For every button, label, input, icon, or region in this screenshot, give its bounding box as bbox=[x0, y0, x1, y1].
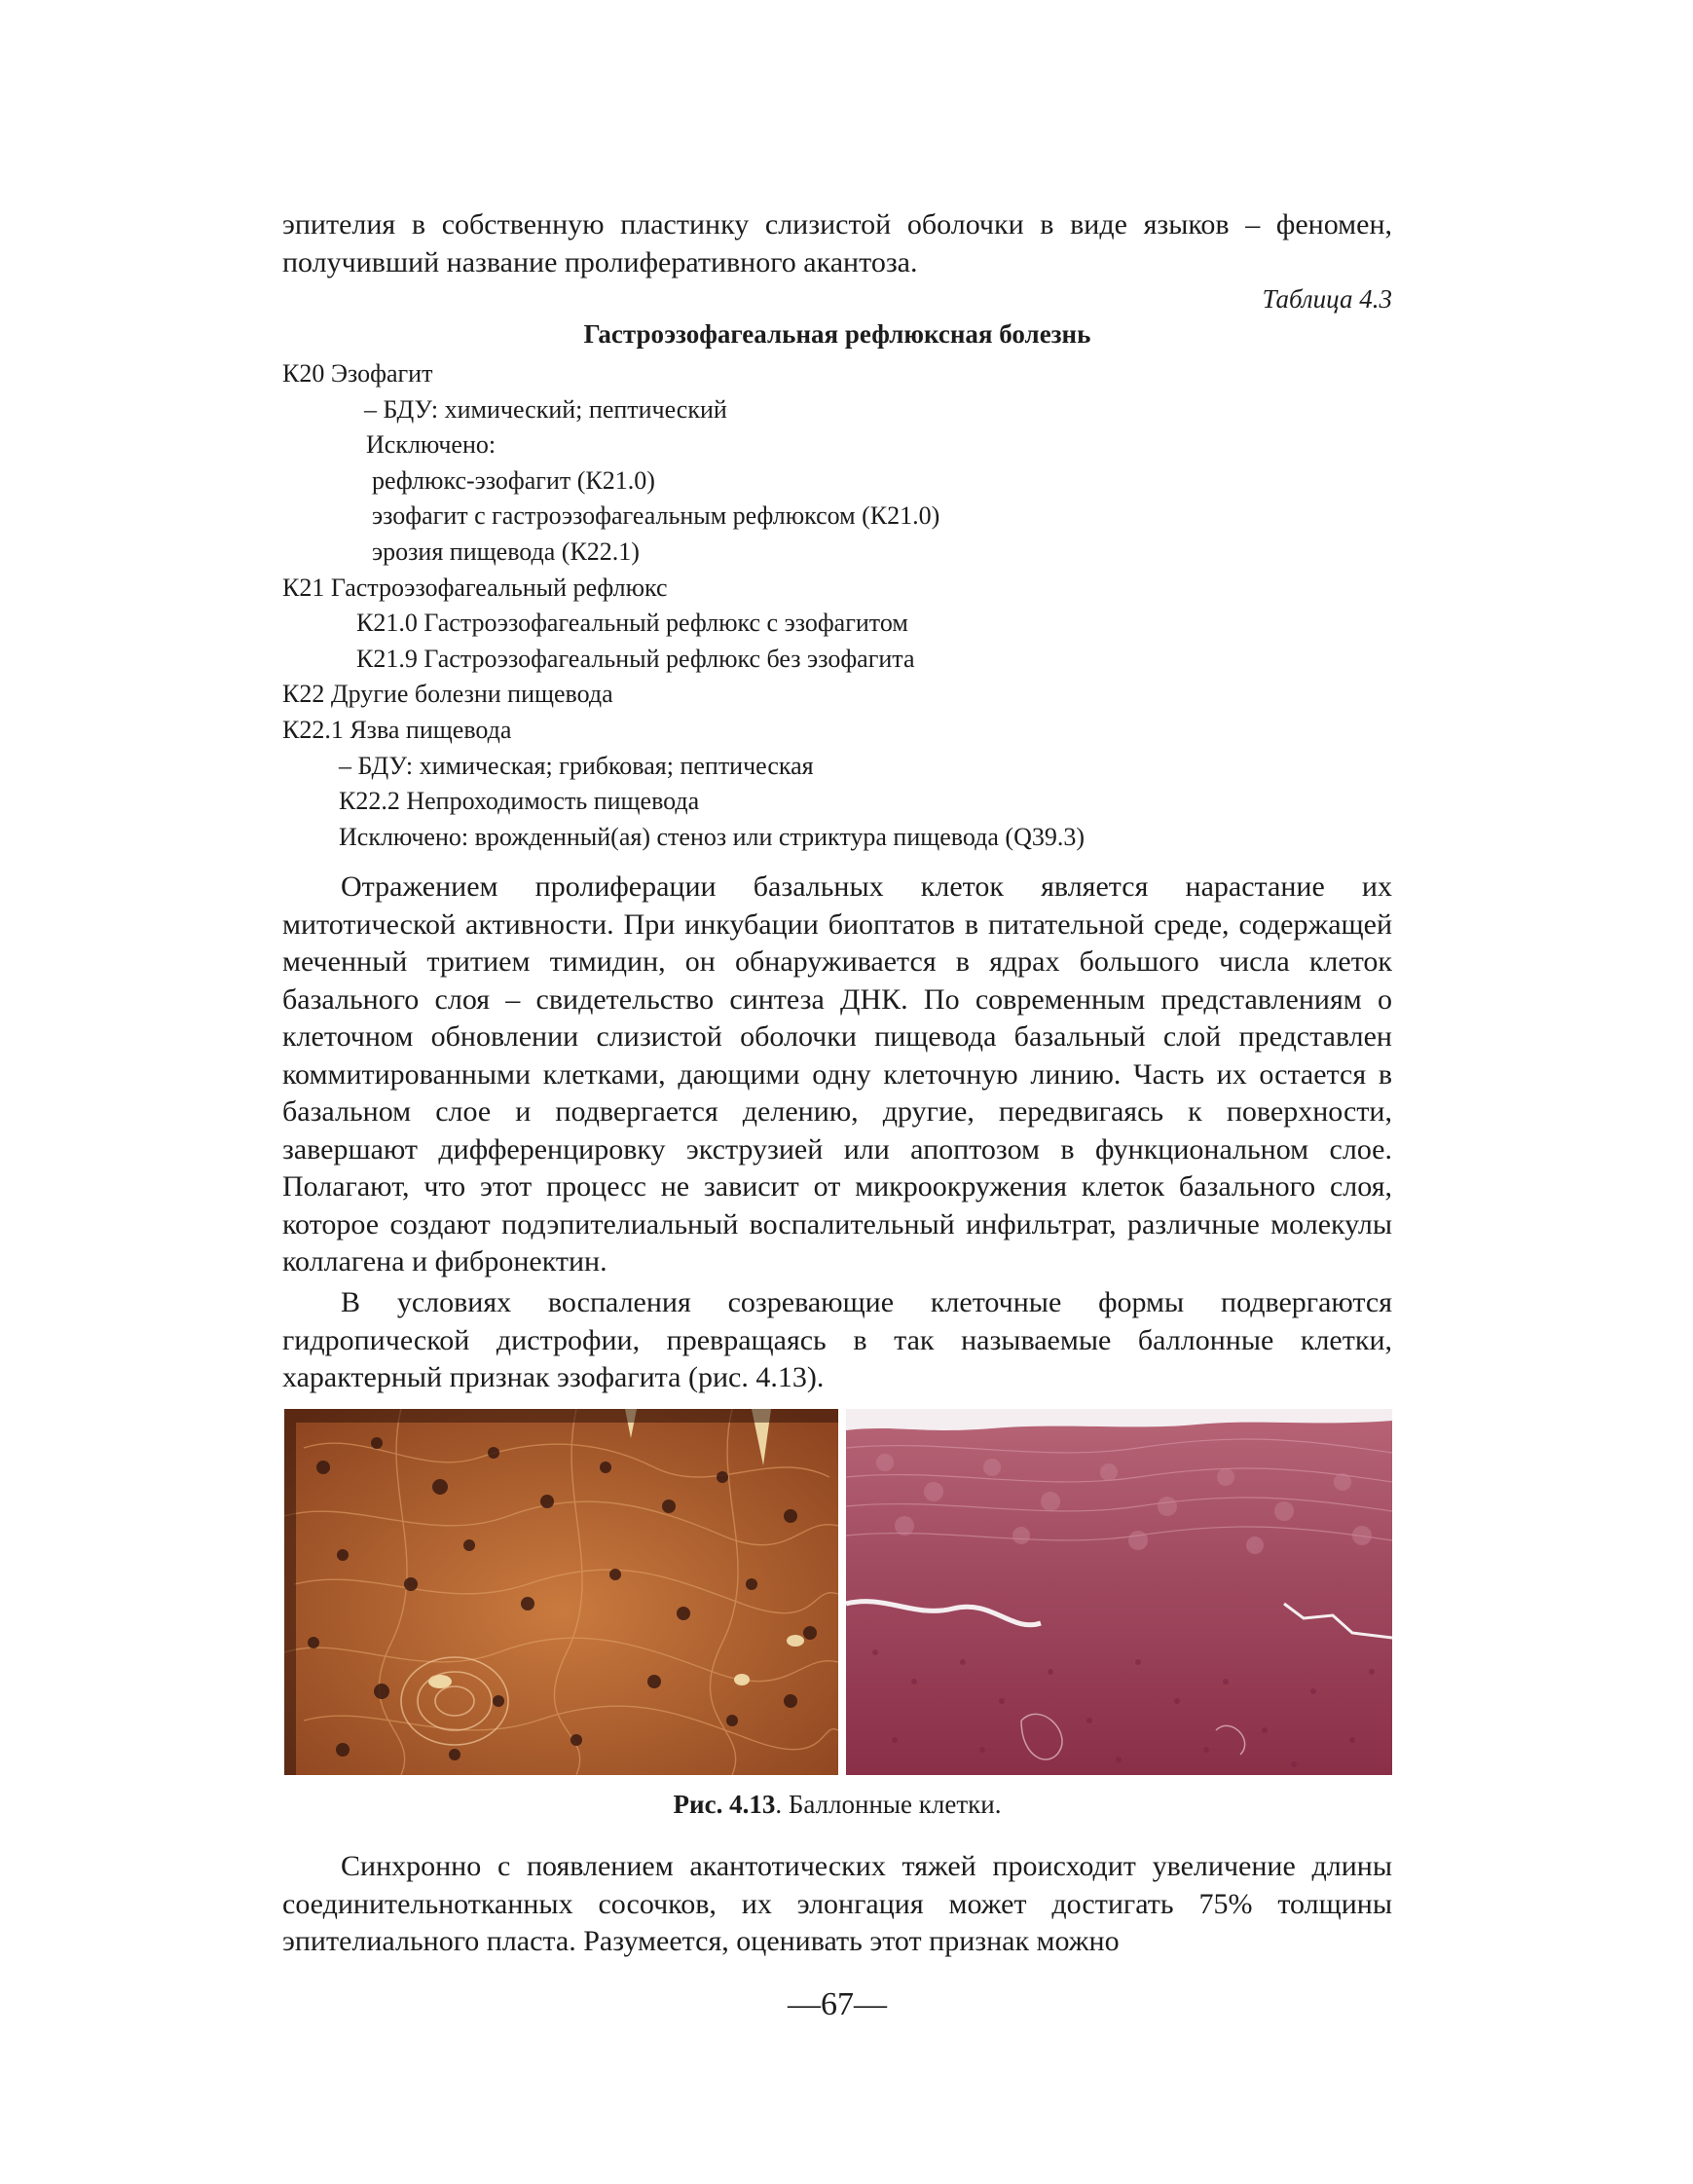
page-number: —67— bbox=[788, 1986, 887, 2022]
body-paragraph-1: Отражением пролиферации базальных клеток является нарастание их митотической активности. При инкубации биоптатов в питательной среде, содержащей меченный тритием тимидин, он обнаруживается в ядрах большого числа клеток базального слоя – свидетельство синтеза ДНК. По современным представлениям о клеточном обновлении слизистой оболочки пищевода базальный слой представлен коммитированными клетками, дающими одну клеточную линию. Часть их остается в базальном слое и подвергается делению, другие, передвигаясь к поверхности, завершают дифференцировку экструзией или апоптозом в функциональном слое. Полагают, что этот процесс не зависит от микроокружения клеток базального слоя, которое создают подэпителиальный воспалительный инфильтрат, различные молекулы коллагена и фибронектин. bbox=[282, 870, 1392, 1277]
intro-paragraph: эпителия в собственную пластинку слизистой оболочки в виде языков – феномен, получивший название пролиферативного акантоза. bbox=[282, 208, 1392, 278]
figure-caption-label: Рис. 4.13 bbox=[673, 1790, 776, 1819]
icd-row: К22.2 Непроходимость пищевода bbox=[339, 787, 700, 816]
icd-row: К22 Другие болезни пищевода bbox=[282, 680, 613, 709]
icd-row: К20 Эзофагит bbox=[282, 359, 433, 388]
figure-caption-text: . Баллонные клетки. bbox=[775, 1790, 1002, 1819]
icd-row: – БДУ: химический; пептический bbox=[364, 394, 727, 424]
icd-row: эрозия пищевода (К22.1) bbox=[372, 537, 640, 566]
icd-row: К22.1 Язва пищевода bbox=[282, 715, 512, 744]
icd-row: рефлюкс-эзофагит (К21.0) bbox=[372, 465, 655, 495]
figure-4-13 bbox=[284, 1409, 1392, 1775]
icd-row: К21.0 Гастроэзофагеальный рефлюкс с эзофагитом bbox=[356, 609, 908, 638]
body-paragraph-2: В условиях воспаления созревающие клеточные формы подвергаются гидропической дистрофии, превращаясь в так называемые баллонные клетки, характерный признак эзофагита (рис. 4.13). bbox=[282, 1286, 1392, 1393]
icd-row: – БДУ: химическая; грибковая; пептическая bbox=[339, 751, 814, 780]
icd-row: Исключено: bbox=[366, 430, 497, 460]
icd-row: К21.9 Гастроэзофагеальный рефлюкс без эзофагита bbox=[356, 644, 915, 673]
table-title: Гастроэзофагеальная рефлюксная болезнь bbox=[583, 319, 1091, 349]
icd-row: К21 Гастроэзофагеальный рефлюкс bbox=[282, 573, 668, 602]
body-paragraph-3: Синхронно с появлением акантотических тяжей происходит увеличение длины соединительнотканных сосочков, их элонгация может достигать 75% толщины эпителиального пласта. Разумеется, оценивать этот признак можно bbox=[282, 1850, 1392, 1957]
figure-caption bbox=[282, 1790, 1392, 1820]
icd-row: эзофагит с гастроэзофагеальным рефлюксом (К21.0) bbox=[372, 501, 940, 531]
micrograph-esophagitis-lowmag bbox=[846, 1409, 1392, 1775]
micrograph-balloon-cells-highmag bbox=[284, 1409, 838, 1775]
icd-classification-list bbox=[282, 356, 1392, 855]
table-label: Таблица 4.3 bbox=[1262, 284, 1392, 314]
icd-row: Исключено: врожденный(ая) стеноз или стриктура пищевода (Q39.3) bbox=[339, 822, 1086, 851]
